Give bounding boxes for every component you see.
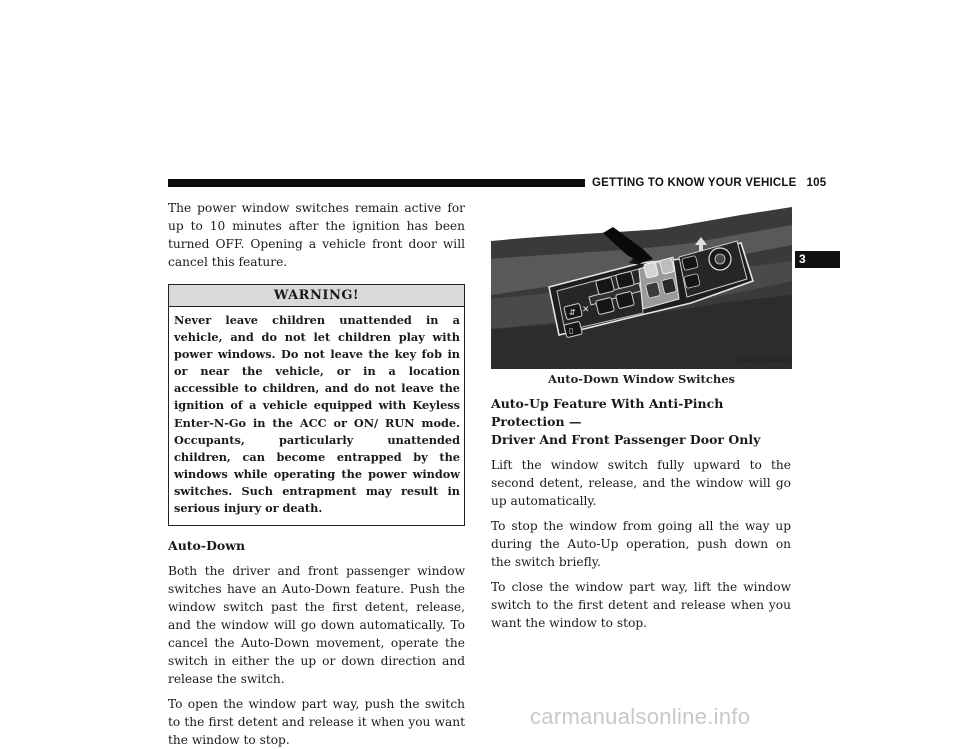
right-column [491,395,791,632]
header-rule [168,179,585,187]
auto-down-paragraph: Both the driver and front passenger window switches have an Auto-Down feature. Push the window switch past the first detent, release, and the window will go down automatically. To cancel the Auto-Down movement, operate the switch in either the up or down direction and release the switch. [168,564,465,687]
chapter-tab: 3 [795,251,840,268]
door-panel-illustration [491,199,792,369]
auto-up-heading-line2: Driver And Front Passenger Door Only [491,432,761,447]
svg-text:▯: ▯ [569,326,574,335]
warning-text: Never leave children unattended in a vehicle, and do not let children play with power windows. Do not leave the key fob in or near the vehicle, or in a location accessible to children, and do not leave the ignition of a vehicle equipped with Keyless Enter-N-Go in the ACC or ON/ RUN mode. Occupants, particularly unattended children, can become entrapped by the windows while operating the power window switches. Such entrapment may result in serious injury or death. [174,313,460,516]
part-way-close-paragraph: To close the window part way, lift the window switch to the first detent and release when you want the window to stop. [491,580,791,630]
warning-box [168,284,465,526]
window-switch-figure [491,199,792,369]
auto-up-heading-line1: Auto-Up Feature With Anti-Pinch Protection — [491,396,724,429]
part-way-open-paragraph: To open the window part way, push the switch to the first detent and release it when you want the window to stop. [168,697,465,748]
auto-down-heading: Auto-Down [168,538,246,554]
running-header [592,177,826,189]
svg-text:✕: ✕ [582,305,590,315]
intro-paragraph: The power window switches remain active for up to 10 minutes after the ignition has been turned OFF. Opening a vehicle front door will cancel this feature. [168,201,465,269]
section-title: GETTING TO KNOW YOUR VEHICLE [592,177,797,189]
svg-text:⇵: ⇵ [569,308,576,317]
watermark: carmanualsonline.info [530,704,751,729]
warning-title: WARNING! [169,285,464,307]
figure-code: 0301116126US [739,357,790,364]
stop-window-paragraph: To stop the window from going all the way up during the Auto-Up operation, push down on the switch briefly. [491,519,791,569]
figure-caption: Auto-Down Window Switches [547,372,736,386]
auto-up-paragraph: Lift the window switch fully upward to the second detent, release, and the window will go up automatically. [491,458,791,508]
page-number: 105 [806,177,827,189]
left-column [168,199,465,749]
